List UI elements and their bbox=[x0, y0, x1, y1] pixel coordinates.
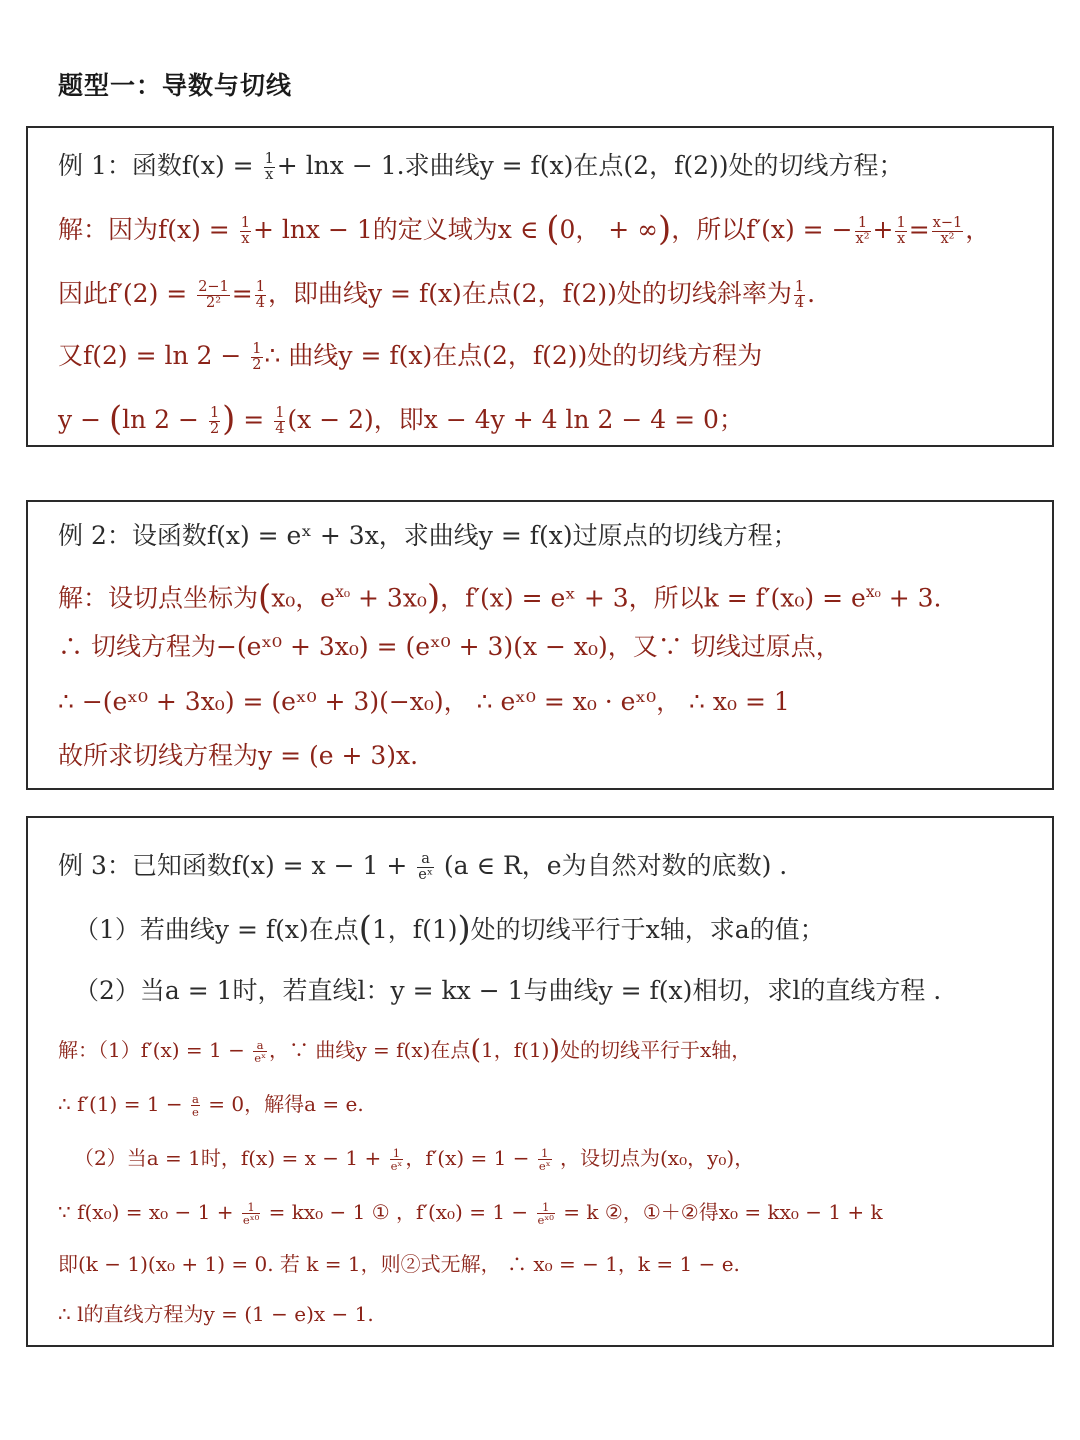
example-3-solution-line-1: 解：（1）f′(x) = 1 − $\frac{a}{\text{eˣ}}$ ，∵ 曲线y = f(x)在点(1，f(1))处的切线平行于x轴， bbox=[58, 1034, 752, 1066]
example-1-solution-line-2: 因此f′(2) = $\frac{2-1}{\text{2²}}$ = $\frac{1}{4}$ ，即曲线y = f(x)在点(2，f(2))处的切线斜率为 $\frac{1}{4}$ . bbox=[58, 278, 816, 311]
example-3-solution-line-5: 即(k − 1)(x₀ + 1) = 0. 若 k = 1，则②式无解， ∴ x₀ = − 1，k = 1 − e. bbox=[58, 1252, 740, 1276]
example-1-box bbox=[26, 126, 1054, 447]
example-1-solution-line-1: 解：因为f(x) = $\frac{1}{x}$ + lnx − 1的定义域为x ∈ (0， + ∞)，所以f′(x) = − $\frac{1}{\text{x²}}$ + $\frac{1}{x}$ = $\frac{x-1}{\text{x²}}$ ， bbox=[58, 209, 991, 249]
example-1-solution-line-3: 又f(2) = ln 2 − $\frac{1}{2}$ ∴ 曲线y = f(x)在点(2，f(2))处的切线方程为 bbox=[58, 340, 763, 373]
section-title: 题型一：导数与切线 bbox=[58, 71, 293, 100]
example-2-solution-line-3: ∴ −(eˣ⁰ + 3x₀) = (eˣ⁰ + 3)(−x₀)， ∴ eˣ⁰ = x₀ · eˣ⁰， ∴ x₀ = 1 bbox=[58, 687, 790, 716]
example-2-question: 例 2：设函数f(x) = eˣ + 3x，求曲线y = f(x)过原点的切线方程； bbox=[58, 521, 798, 550]
example-3-part-2: （2）当a = 1时，若直线l：y = kx − 1与曲线y = f(x)相切，求l的直线方程 . bbox=[74, 976, 942, 1005]
example-2-solution-line-4: 故所求切线方程为y = (e + 3)x. bbox=[58, 741, 419, 770]
example-3-part-1: （1）若曲线y = f(x)在点(1，f(1))处的切线平行于x轴，求a的值； bbox=[74, 909, 825, 949]
example-3-solution-line-2: ∴ f′(1) = 1 − $\frac{a}{e}$ = 0，解得a = e. bbox=[58, 1091, 364, 1119]
example-3-box bbox=[26, 816, 1054, 1347]
example-3-question: 例 3：已知函数f(x) = x − 1 + $\frac{a}{\text{eˣ}}$ (a ∈ R，e为自然对数的底数) . bbox=[58, 850, 788, 883]
example-1-solution-line-4: y − (ln 2 − $\frac{1}{2}$ ) = $\frac{1}{4}$ (x − 2)，即x − 4y + 4 ln 2 − 4 = 0； bbox=[58, 399, 744, 439]
example-3-solution-line-4: ∵ f(x₀) = x₀ − 1 + $\frac{1}{\text{eˣ⁰}}$ = kx₀ − 1 ① ，f′(x₀) = 1 − $\frac{1}{\text{eˣ⁰}}$ = k ②，①＋②得x₀ = kx₀ − 1 + k bbox=[58, 1199, 883, 1227]
example-2-solution-line-2: ∴ 切线方程为−(eˣ⁰ + 3x₀) = (eˣ⁰ + 3)(x − x₀)，又∵ 切线过原点， bbox=[58, 632, 841, 661]
example-2-box bbox=[26, 500, 1054, 790]
example-3-solution-line-6: ∴ l的直线方程为y = (1 − e)x − 1. bbox=[58, 1302, 374, 1326]
example-3-solution-line-3: （2）当a = 1时，f(x) = x − 1 + $\frac{1}{\text{eˣ}}$ ，f′(x) = 1 − $\frac{1}{\text{eˣ}}$ ，设切点为(x₀，y₀)， bbox=[74, 1145, 755, 1173]
example-2-solution-line-1: 解：设切点坐标为(x₀，$e^{x_0} + 3x_0$)，f′(x) = eˣ + 3，所以$k = f'(x_0) = e^{x_0} + 3$. bbox=[58, 577, 942, 617]
example-1-question: 例 1：函数f(x) = $\frac{1}{x}$ + lnx − 1.求曲线y = f(x)在点(2，f(2))处的切线方程； bbox=[58, 150, 904, 183]
